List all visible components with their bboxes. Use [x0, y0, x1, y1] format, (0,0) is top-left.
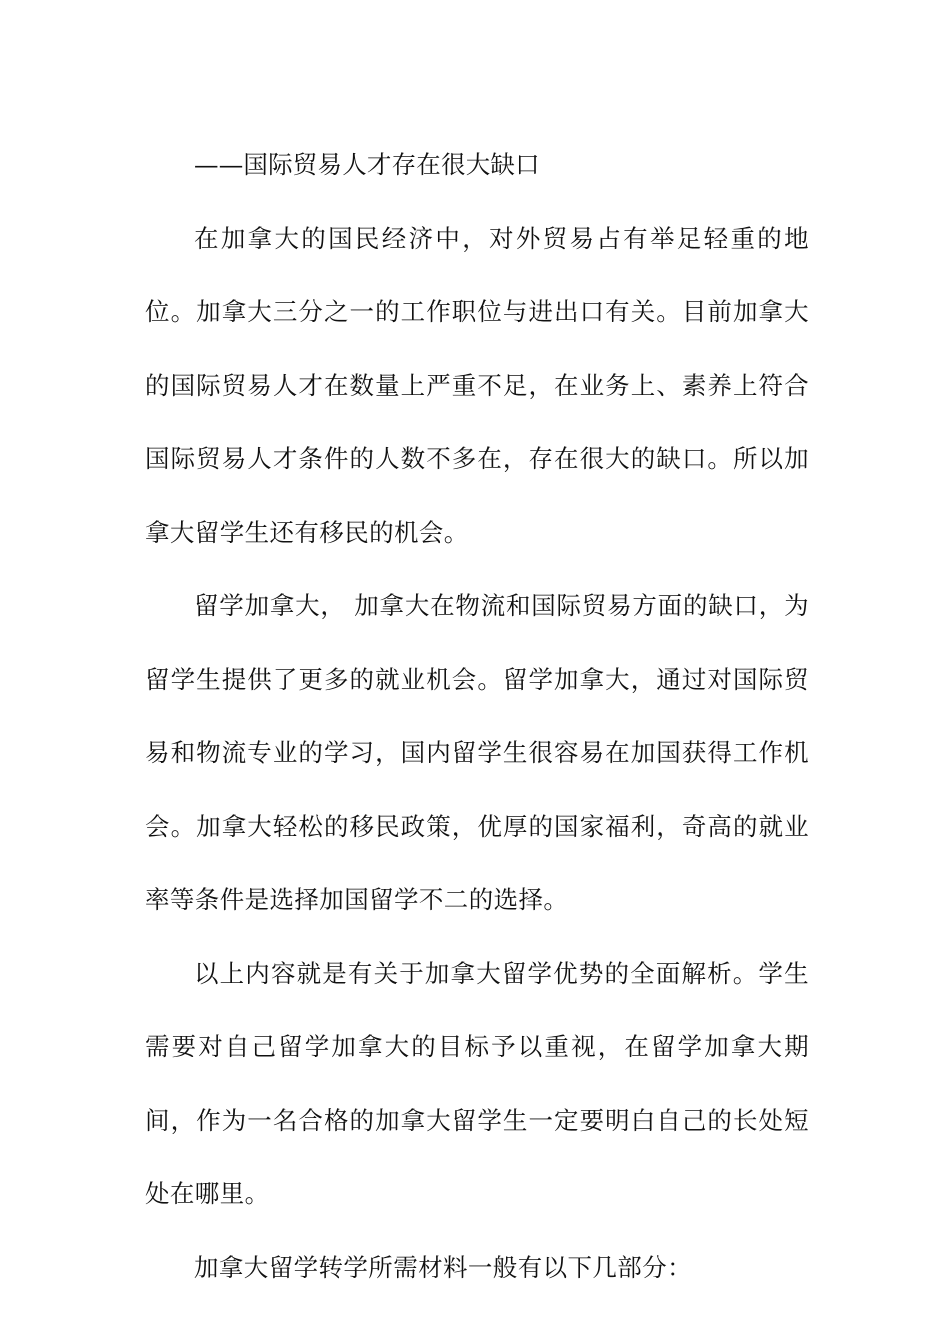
- document-body: [145, 128, 809, 1304]
- paragraph-summary: 以上内容就是有关于加拿大留学优势的全面解析。学生需要对自己留学加拿大的目标予以重视，在留学加拿大期间，作为一名合格的加拿大留学生一定要明白自己的长处短处在哪里。: [145, 958, 809, 1208]
- paragraph-trade-importance: 在加拿大的国民经济中，对外贸易占有举足轻重的地位。加拿大三分之一的工作职位与进出口有关。目前加拿大的国际贸易人才在数量上严重不足，在业务上、素养上符合国际贸易人才条件的人数不多在，存在很大的缺口。所以加拿大留学生还有移民的机会。: [145, 223, 809, 547]
- paragraph-transfer-materials: 加拿大留学转学所需材料一般有以下几部分：: [194, 1252, 692, 1282]
- paragraph-study-opportunities: 留学加拿大， 加拿大在物流和国际贸易方面的缺口，为留学生提供了更多的就业机会。留学加拿大，通过对国际贸易和物流专业的学习，国内留学生很容易在加国获得工作机会。加拿大轻松的移民政策，优厚的国家福利，奇高的就业率等条件是选择加国留学不二的选择。: [145, 591, 809, 914]
- section-subheading: ——国际贸易人才存在很大缺口: [194, 150, 540, 179]
